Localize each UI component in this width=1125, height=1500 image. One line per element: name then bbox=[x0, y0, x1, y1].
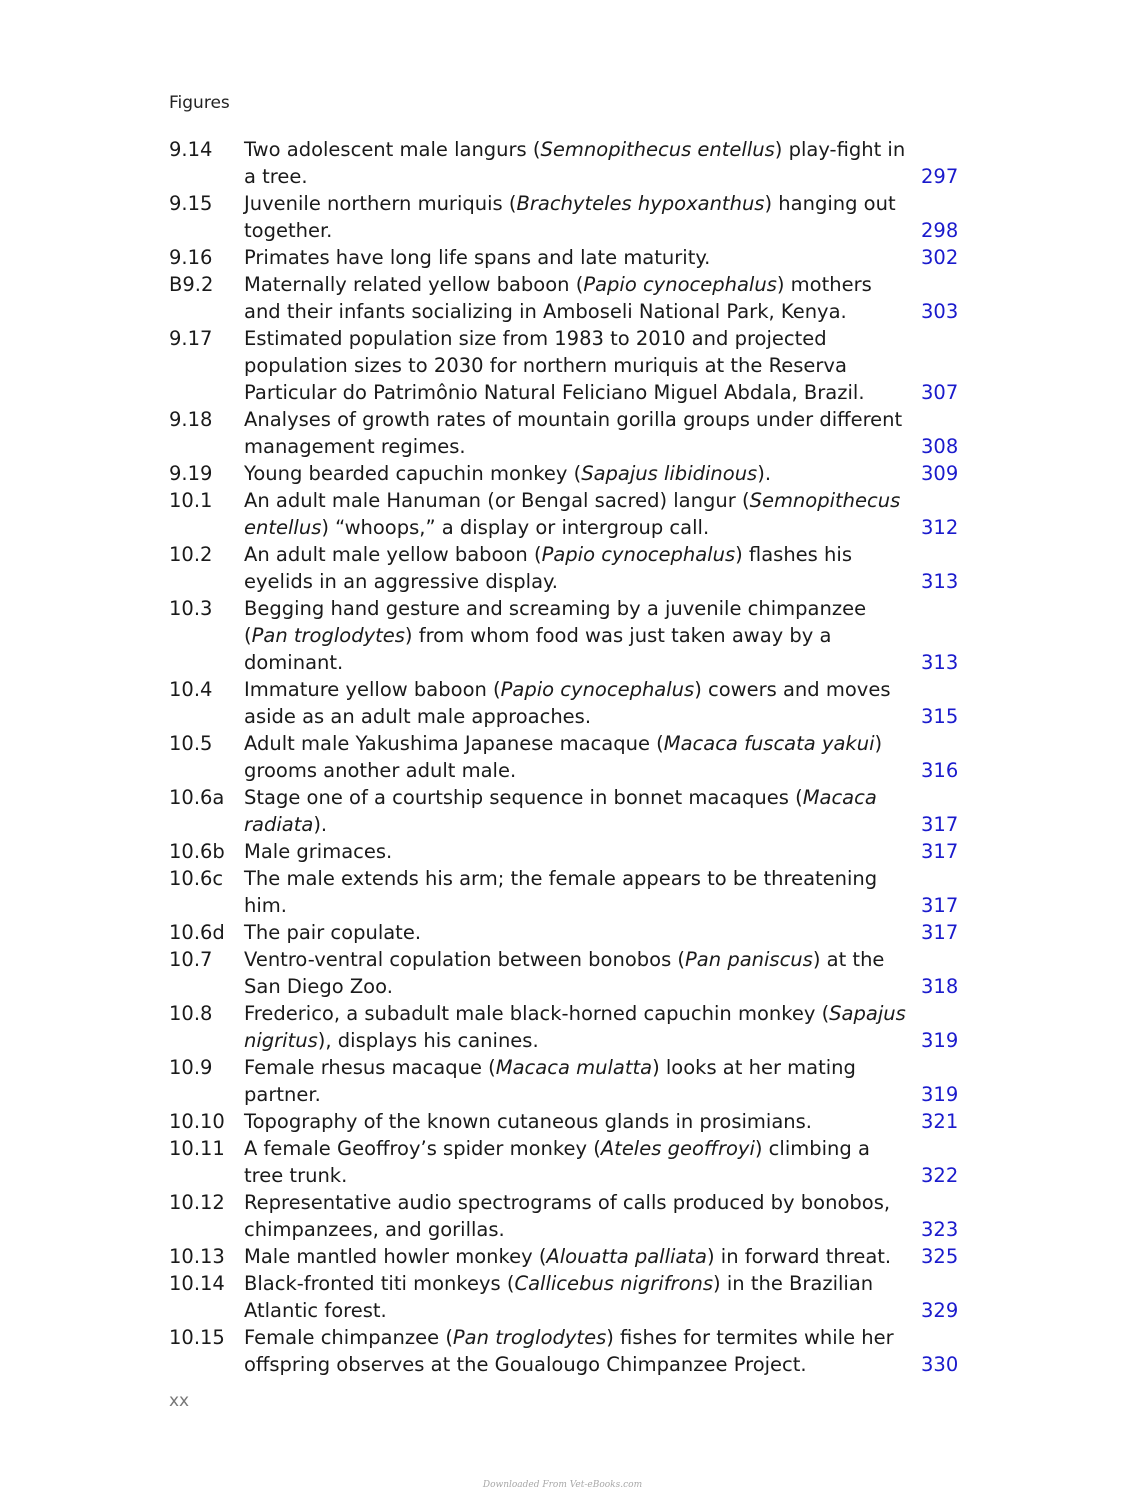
caption-text: The pair copulate. bbox=[244, 921, 422, 944]
page-number: xx bbox=[169, 1391, 190, 1411]
page-link[interactable]: 302 bbox=[921, 246, 959, 269]
page-link[interactable]: 315 bbox=[921, 705, 959, 728]
figure-entry bbox=[169, 1000, 969, 1054]
figure-caption bbox=[244, 946, 907, 1000]
page-link[interactable]: 307 bbox=[921, 381, 959, 404]
figure-number: B9.2 bbox=[169, 273, 214, 296]
species-name: Semnopithecus entellus bbox=[540, 138, 775, 161]
figure-entry bbox=[169, 541, 969, 595]
figure-caption bbox=[244, 190, 907, 244]
page-link[interactable]: 321 bbox=[921, 1110, 959, 1133]
page-link[interactable]: 325 bbox=[921, 1245, 959, 1268]
figure-caption bbox=[244, 865, 907, 919]
figure-caption bbox=[244, 460, 907, 487]
page-link[interactable]: 317 bbox=[921, 813, 959, 836]
page-link[interactable]: 309 bbox=[921, 462, 959, 485]
species-name: Macaca fuscata yakui bbox=[663, 732, 875, 755]
page-link[interactable]: 323 bbox=[921, 1218, 959, 1241]
species-name: Semnopithecus entellus bbox=[244, 489, 901, 539]
caption-text: ) fishes for termites while her offspring observes at the Goualougo Chimpanzee Project. bbox=[244, 1326, 894, 1376]
figure-caption bbox=[244, 325, 907, 406]
page-link[interactable]: 318 bbox=[921, 975, 959, 998]
caption-text: Young bearded capuchin monkey ( bbox=[244, 462, 582, 485]
caption-text: Analyses of growth rates of mountain gorilla groups under different management regimes. bbox=[244, 408, 903, 458]
caption-text: ) in forward threat. bbox=[706, 1245, 892, 1268]
caption-text: A female Geoffroy’s spider monkey ( bbox=[244, 1137, 601, 1160]
figure-number: 10.9 bbox=[169, 1056, 213, 1079]
figure-number: 10.13 bbox=[169, 1245, 225, 1268]
page-link[interactable]: 330 bbox=[921, 1353, 959, 1376]
figure-entry bbox=[169, 1054, 969, 1108]
caption-text: Frederico, a subadult male black-horned capuchin monkey ( bbox=[244, 1002, 830, 1025]
caption-text: Primates have long life spans and late maturity. bbox=[244, 246, 711, 269]
figure-entry bbox=[169, 838, 969, 865]
figure-entry bbox=[169, 1135, 969, 1189]
species-name: Papio cynocephalus bbox=[583, 273, 777, 296]
figure-entry bbox=[169, 190, 969, 244]
species-name: Pan troglodytes bbox=[452, 1326, 607, 1349]
caption-text: ) cowers and moves aside as an adult male approaches. bbox=[244, 678, 891, 728]
caption-text: ) mothers and their infants socializing in Amboseli National Park, Kenya. bbox=[244, 273, 872, 323]
figure-entry bbox=[169, 325, 969, 406]
figure-caption bbox=[244, 541, 907, 595]
figure-number: 10.11 bbox=[169, 1137, 225, 1160]
caption-text: ) flashes his eyelids in an aggressive display. bbox=[244, 543, 852, 593]
page-link[interactable]: 312 bbox=[921, 516, 959, 539]
page-link[interactable]: 317 bbox=[921, 894, 959, 917]
figure-entry bbox=[169, 730, 969, 784]
caption-text: Two adolescent male langurs ( bbox=[244, 138, 541, 161]
figure-caption bbox=[244, 244, 907, 271]
figure-number: 10.6d bbox=[169, 921, 225, 944]
figure-caption bbox=[244, 406, 907, 460]
page-link[interactable]: 303 bbox=[921, 300, 959, 323]
caption-text: Maternally related yellow baboon ( bbox=[244, 273, 584, 296]
page-link[interactable]: 297 bbox=[921, 165, 959, 188]
figure-caption bbox=[244, 1324, 907, 1378]
page-link[interactable]: 308 bbox=[921, 435, 959, 458]
figure-number: 9.15 bbox=[169, 192, 213, 215]
species-name: Brachyteles hypoxanthus bbox=[516, 192, 765, 215]
figure-caption bbox=[244, 676, 907, 730]
caption-text: Adult male Yakushima Japanese macaque ( bbox=[244, 732, 664, 755]
figure-number: 9.18 bbox=[169, 408, 213, 431]
figure-caption bbox=[244, 1243, 907, 1270]
figure-entry bbox=[169, 487, 969, 541]
figure-number: 10.15 bbox=[169, 1326, 225, 1349]
caption-text: Immature yellow baboon ( bbox=[244, 678, 501, 701]
page-link[interactable]: 317 bbox=[921, 921, 959, 944]
figure-entry bbox=[169, 595, 969, 676]
caption-text: ) at the San Diego Zoo. bbox=[244, 948, 885, 998]
species-name: Sapajus nigritus bbox=[244, 1002, 906, 1052]
caption-text: Estimated population size from 1983 to 2010 and projected population sizes to 2030 for northern muriquis at the Reserva Particular do Patrimônio Natural Feliciano Miguel Abdala, Brazil. bbox=[244, 327, 865, 404]
figure-entry bbox=[169, 1108, 969, 1135]
figure-number: 10.6b bbox=[169, 840, 225, 863]
caption-text: Male mantled howler monkey ( bbox=[244, 1245, 547, 1268]
figure-entry bbox=[169, 271, 969, 325]
figure-number: 10.10 bbox=[169, 1110, 225, 1133]
figure-caption bbox=[244, 1270, 907, 1324]
caption-text: Black-fronted titi monkeys ( bbox=[244, 1272, 515, 1295]
caption-text: Ventro-ventral copulation between bonobos ( bbox=[244, 948, 686, 971]
caption-text: Stage one of a courtship sequence in bonnet macaques ( bbox=[244, 786, 803, 809]
caption-text: Female chimpanzee ( bbox=[244, 1326, 453, 1349]
caption-text: ) play-fight in a tree. bbox=[244, 138, 906, 188]
caption-text: Begging hand gesture and screaming by a juvenile chimpanzee ( bbox=[244, 597, 867, 647]
figure-entry bbox=[169, 865, 969, 919]
figure-number: 10.3 bbox=[169, 597, 213, 620]
species-name: Pan troglodytes bbox=[251, 624, 405, 647]
figure-entry bbox=[169, 946, 969, 1000]
figure-number: 10.7 bbox=[169, 948, 213, 971]
figure-entry bbox=[169, 406, 969, 460]
figure-caption bbox=[244, 136, 907, 190]
caption-text: An adult male Hanuman (or Bengal sacred) langur ( bbox=[244, 489, 750, 512]
caption-text: ) “whoops,” a display or intergroup call. bbox=[321, 516, 710, 539]
figure-entry bbox=[169, 1324, 969, 1378]
figure-number: 9.16 bbox=[169, 246, 213, 269]
figure-caption bbox=[244, 784, 907, 838]
figure-number: 10.4 bbox=[169, 678, 213, 701]
page-link[interactable]: 329 bbox=[921, 1299, 959, 1322]
caption-text: Topography of the known cutaneous glands in prosimians. bbox=[244, 1110, 812, 1133]
figure-number: 9.19 bbox=[169, 462, 213, 485]
page-link[interactable]: 322 bbox=[921, 1164, 959, 1187]
caption-text: ) grooms another adult male. bbox=[244, 732, 883, 782]
page-link[interactable]: 316 bbox=[921, 759, 959, 782]
figure-number: 10.2 bbox=[169, 543, 213, 566]
figure-number: 10.6c bbox=[169, 867, 224, 890]
figure-number: 10.6a bbox=[169, 786, 225, 809]
caption-text: ) climbing a tree trunk. bbox=[244, 1137, 870, 1187]
caption-text: The male extends his arm; the female appears to be threatening him. bbox=[244, 867, 878, 917]
figure-caption bbox=[244, 1135, 907, 1189]
figure-entry bbox=[169, 784, 969, 838]
page-link[interactable]: 319 bbox=[921, 1029, 959, 1052]
figure-caption bbox=[244, 730, 907, 784]
caption-text: ) from whom food was just taken away by a dominant. bbox=[244, 624, 832, 674]
figure-caption bbox=[244, 595, 907, 676]
caption-text: Juvenile northern muriquis ( bbox=[244, 192, 517, 215]
species-name: Alouatta palliata bbox=[546, 1245, 707, 1268]
figure-number: 10.8 bbox=[169, 1002, 213, 1025]
caption-text: ). bbox=[313, 813, 328, 836]
figure-caption bbox=[244, 271, 907, 325]
figure-entry bbox=[169, 1270, 969, 1324]
figure-caption bbox=[244, 919, 907, 946]
caption-text: An adult male yellow baboon ( bbox=[244, 543, 542, 566]
figure-number: 10.5 bbox=[169, 732, 213, 755]
figure-caption bbox=[244, 1054, 907, 1108]
figure-entry bbox=[169, 676, 969, 730]
page-link[interactable]: 313 bbox=[921, 651, 959, 674]
caption-text: ). bbox=[757, 462, 772, 485]
species-name: Papio cynocephalus bbox=[500, 678, 695, 701]
caption-text: ) in the Brazilian Atlantic forest. bbox=[244, 1272, 874, 1322]
figure-entry bbox=[169, 1243, 969, 1270]
page-link[interactable]: 298 bbox=[921, 219, 959, 242]
figure-entry bbox=[169, 1189, 969, 1243]
running-header: Figures bbox=[169, 93, 230, 113]
caption-text: Representative audio spectrograms of calls produced by bonobos, chimpanzees, and gorillas. bbox=[244, 1191, 891, 1241]
species-name: Papio cynocephalus bbox=[541, 543, 736, 566]
figure-number: 10.12 bbox=[169, 1191, 225, 1214]
species-name: Pan paniscus bbox=[685, 948, 813, 971]
caption-text: ) hanging out together. bbox=[244, 192, 896, 242]
caption-text: Male grimaces. bbox=[244, 840, 393, 863]
figure-entry bbox=[169, 244, 969, 271]
figure-caption bbox=[244, 838, 907, 865]
figure-entry bbox=[169, 136, 969, 190]
figure-caption bbox=[244, 1000, 907, 1054]
figure-number: 9.17 bbox=[169, 327, 213, 350]
figure-caption bbox=[244, 1189, 907, 1243]
page-link[interactable]: 313 bbox=[921, 570, 959, 593]
species-name: Sapajus libidinous bbox=[581, 462, 758, 485]
caption-text: Female rhesus macaque ( bbox=[244, 1056, 496, 1079]
figure-number: 10.1 bbox=[169, 489, 213, 512]
species-name: Macaca radiata bbox=[244, 786, 877, 836]
figure-list bbox=[169, 136, 969, 1378]
figure-caption bbox=[244, 1108, 907, 1135]
caption-text: ) looks at her mating partner. bbox=[244, 1056, 856, 1106]
page-link[interactable]: 317 bbox=[921, 840, 959, 863]
figure-entry bbox=[169, 919, 969, 946]
figure-entry bbox=[169, 460, 969, 487]
caption-text: ), displays his canines. bbox=[317, 1029, 539, 1052]
figure-number: 9.14 bbox=[169, 138, 213, 161]
page-link[interactable]: 319 bbox=[921, 1083, 959, 1106]
download-watermark: Downloaded From Vet-eBooks.com bbox=[482, 1480, 643, 1490]
species-name: Macaca mulatta bbox=[495, 1056, 653, 1079]
figure-caption bbox=[244, 487, 907, 541]
species-name: Ateles geoffroyi bbox=[600, 1137, 755, 1160]
species-name: Callicebus nigrifrons bbox=[514, 1272, 714, 1295]
figure-number: 10.14 bbox=[169, 1272, 225, 1295]
